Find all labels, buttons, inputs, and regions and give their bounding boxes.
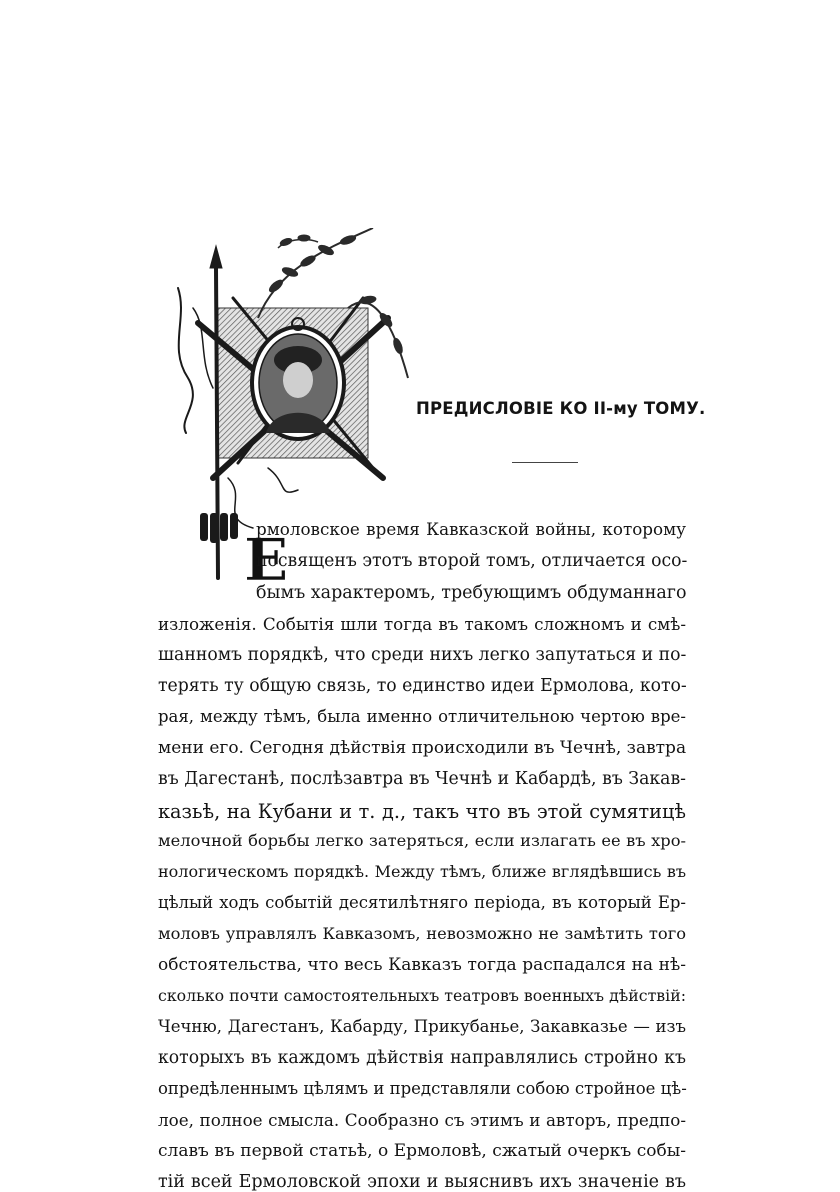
text-line: рая, между тѣмъ, была именно отличительною чертою вре-: [158, 707, 686, 726]
text-line: обстоятельства, что весь Кавказъ тогда распадался на нѣ-: [158, 955, 686, 975]
dropcap-initial: Е: [244, 526, 289, 588]
text-line: въ Дагестанѣ, послѣзавтра въ Чечнѣ и Кабардѣ, въ Закав-: [158, 769, 686, 789]
text-line: сколько почти самостоятельныхъ театровъ военныхъ дѣйствій:: [158, 986, 686, 1005]
text-line: моловъ управлялъ Кавказомъ, невозможно не замѣтить того: [158, 924, 686, 943]
text-line: мелочной борьбы легко затеряться, если излагать ее въ хро-: [158, 831, 686, 850]
text-line: Чечню, Дагестанъ, Кабарду, Прикубанье, Закавказье — изъ: [158, 1017, 686, 1036]
text-line: лое, полное смысла. Сообразно съ этимъ и авторъ, предпо-: [158, 1110, 686, 1130]
text-line: рмоловское время Кавказской войны, которому: [256, 519, 686, 539]
heading-divider: [512, 462, 578, 463]
text-line: тій всей Ермоловской эпохи и выяснивъ ихъ значеніе въ: [158, 1172, 686, 1192]
text-line: посвященъ этотъ второй томъ, отличается осо-: [256, 551, 688, 571]
text-line: опредѣленнымъ цѣлямъ и представляли собою стройное цѣ-: [158, 1079, 687, 1098]
text-line: славъ въ первой статьѣ, о Ермоловѣ, сжатый очеркъ собы-: [158, 1141, 686, 1161]
text-line: терять ту общую связь, то единство идеи Ермолова, кото-: [158, 676, 687, 696]
text-line: мени его. Сегодня дѣйствія происходили въ Чечнѣ, завтра: [158, 738, 687, 758]
text-line: которыхъ въ каждомъ дѣйствія направлялись стройно къ: [158, 1048, 686, 1068]
text-line: казьѣ, на Кубани и т. д., такъ что въ этой сумятицѣ: [158, 800, 686, 823]
text-line: цѣлый ходъ событій десятилѣтняго періода, въ который Ер-: [158, 893, 686, 912]
text-line: шанномъ порядкѣ, что среди нихъ легко запутаться и по-: [158, 645, 687, 665]
text-line: изложенія. Событія шли тогда въ такомъ сложномъ и смѣ-: [158, 614, 686, 634]
page-heading: ПРЕДИСЛОВІЕ КО ІІ-му ТОМУ.: [416, 399, 706, 418]
text-line: нологическомъ порядкѣ. Между тѣмъ, ближе вглядѣвшись въ: [158, 862, 686, 881]
text-line: бымъ характеромъ, требующимъ обдуманнаго: [256, 583, 687, 603]
